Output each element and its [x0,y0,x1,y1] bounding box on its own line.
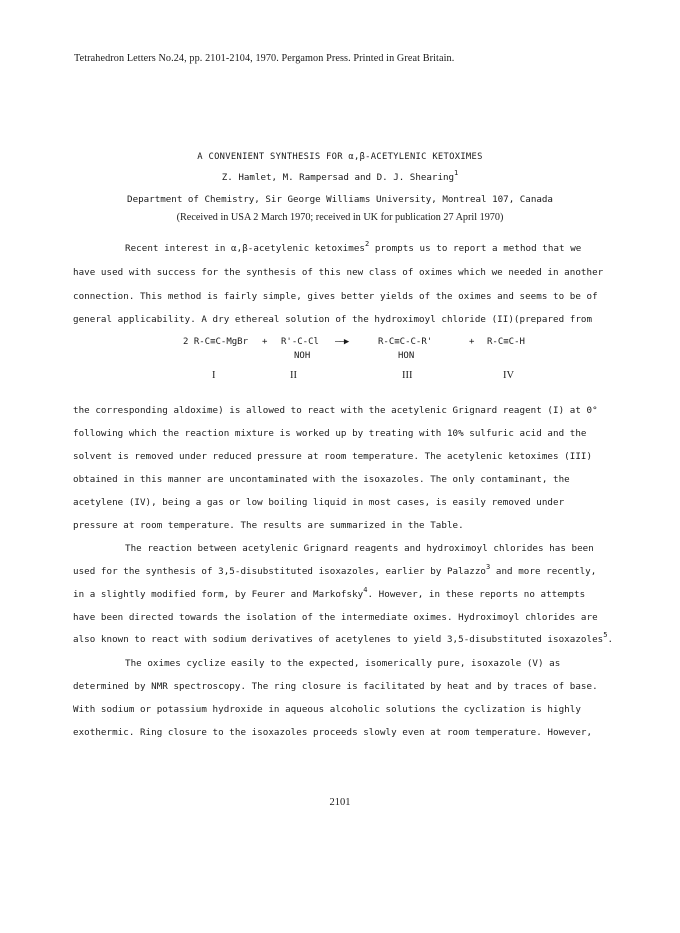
para2-line6: pressure at room temperature. The results are summarized in the Table. [73,520,464,531]
authors-names: Z. Hamlet, M. Rampersad and D. J. Shearing [221,172,455,183]
received-dates: (Received in USA 2 March 1970; received in UK for publication 27 April 1970) [176,212,504,223]
label-iii: III [402,370,413,381]
para3-line2-text-b: and more recently, [490,566,597,577]
para4-line4: exothermic. Ring closure to the isoxazoles proceeds slowly even at room temperature. However, [73,727,593,738]
reagent-hydroximoyl-chloride: R'-C-Cl [281,337,319,347]
product1-hon: HON [398,351,415,361]
para2-line2: following which the reaction mixture is worked up by treating with 10% sulfuric acid and the [73,428,587,439]
affiliation: Department of Chemistry, Sir George Williams University, Montreal 107, Canada [127,194,553,205]
ref-2: 2 [365,239,370,248]
para1-line1-text-b: prompts us to report a method that we [369,243,582,254]
journal-header: Tetrahedron Letters No.24, pp. 2101-2104, 1970. Pergamon Press. Printed in Great Britain. [74,53,455,64]
ref-5: 5 [603,630,608,639]
para3-line5 [73,630,614,645]
label-ii: II [290,370,297,381]
authors-footnote-ref: 1 [454,168,459,177]
para1-line3: connection. This method is fairly simple, gives better yields of the oximes and seems to be of [73,291,598,302]
para4-line2: determined by NMR spectroscopy. The ring closure is facilitated by heat and by traces of base. [73,681,598,692]
para4-line3: With sodium or potassium hydroxide in aqueous alcoholic solutions the cyclization is highly [73,704,581,715]
product-acetylene: R-C≡C-H [487,337,525,347]
reaction-arrow: ——▶ [335,337,349,347]
para3-line5-text-b: . [607,634,614,645]
para3-line5-text: also known to react with sodium derivatives of acetylenes to yield 3,5-disubstituted isoxazoles [73,634,604,645]
para2-line3: solvent is removed under reduced pressure at room temperature. The acetylenic ketoximes (III) [73,451,593,462]
label-i: I [212,370,216,381]
reagent-grignard: 2 R-C≡C-MgBr [183,337,249,347]
label-iv: IV [503,370,515,381]
para3-line3-text-b: . However, in these reports no attempts [367,589,586,600]
para3-line3-text: in a slightly modified form, by Feurer and Markofsky [73,589,364,600]
para3-line3 [73,585,586,600]
plus-sign-1: + [262,337,268,347]
para3-line1: The reaction between acetylenic Grignard reagents and hydroximoyl chlorides has been [125,543,594,554]
para3-line2 [73,562,597,577]
authors [0,168,680,183]
para4-line1: The oximes cyclize easily to the expected, isomerically pure, isoxazole (V) as [125,658,561,669]
para1-line4: general applicability. A dry ethereal solution of the hydroximoyl chloride (II)(prepared from [73,314,593,325]
para1-line2: have used with success for the synthesis of this new class of oximes which we needed in another [73,267,604,278]
para3-line4: have been directed towards the isolation of the intermediate oximes. Hydroximoyl chlorides are [73,612,598,623]
para3-line2-text: used for the synthesis of 3,5-disubstituted isoxazoles, earlier by Palazzo [73,566,487,577]
article-title: A CONVENIENT SYNTHESIS FOR α,β-ACETYLENIC KETOXIMES [197,152,483,162]
reagent2-noh: NOH [294,351,311,361]
para1-line1 [125,239,582,254]
plus-sign-2: + [469,337,475,347]
page-number: 2101 [329,797,351,808]
para1-line1-text: Recent interest in α,β-acetylenic ketoximes [125,243,365,254]
ref-3: 3 [486,562,491,571]
para2-line4: obtained in this manner are uncontaminated with the isoxazoles. The only contaminant, the [73,474,570,485]
para2-line5: acetylene (IV), being a gas or low boiling liquid in most cases, is easily removed under [73,497,565,508]
product-ketoxime: R-C≡C-C-R' [378,337,433,347]
para2-line1: the corresponding aldoxime) is allowed to react with the acetylenic Grignard reagent (I) at 0° [73,405,598,416]
ref-4: 4 [363,585,368,594]
